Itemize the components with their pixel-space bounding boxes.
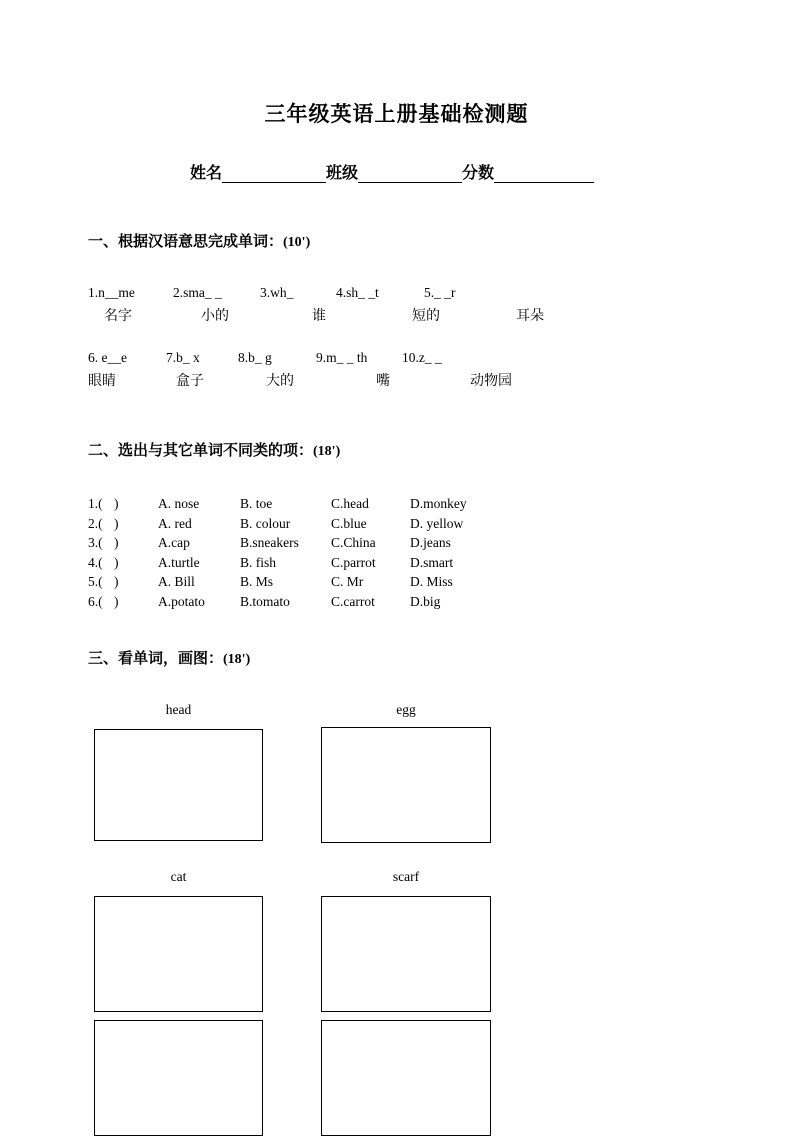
fill-hint-5: 耳朵 xyxy=(516,308,544,324)
mc-6-option-b[interactable]: B.tomato xyxy=(240,593,290,609)
mc-1-option-c[interactable]: C.head xyxy=(331,496,369,511)
mc-6-answer-slot[interactable]: ) xyxy=(114,593,119,609)
section-1-row-2 xyxy=(88,348,518,394)
fill-word-9[interactable]: 9.m_ _ th xyxy=(316,350,368,365)
section-3-points: (18') xyxy=(223,652,251,667)
mc-5-number: 5.( xyxy=(88,574,103,589)
mc-6-option-d[interactable]: D.big xyxy=(410,593,441,609)
section-3-title: 三、看单词，画图： xyxy=(88,649,224,667)
mc-question-row xyxy=(88,533,508,553)
fill-word-6[interactable]: 6. e__e xyxy=(88,350,127,365)
fill-word-4[interactable]: 4.sh_ _t xyxy=(336,285,379,300)
fill-hint-3: 谁 xyxy=(312,308,326,324)
fill-hint-6: 眼睛 xyxy=(88,373,116,389)
section-1-points: (10') xyxy=(283,235,311,250)
draw-box-row3-left[interactable] xyxy=(94,1020,263,1136)
section-1-row-1-hints xyxy=(88,303,544,329)
mc-4-option-d[interactable]: D.smart xyxy=(410,554,454,570)
mc-4-number: 4.( xyxy=(88,554,103,570)
mc-question-row xyxy=(88,514,508,534)
name-input-rule[interactable] xyxy=(222,167,326,183)
name-label: 姓名 xyxy=(190,163,223,182)
mc-2-number: 2.( xyxy=(88,515,103,531)
mc-6-option-c[interactable]: C.carrot xyxy=(331,593,375,609)
section-1-row-2-words xyxy=(88,348,518,368)
mc-5-answer-slot[interactable]: ) xyxy=(114,574,119,589)
fill-word-3[interactable]: 3.wh_ xyxy=(260,285,294,300)
fill-hint-1: 名字 xyxy=(104,308,132,324)
mc-question-row xyxy=(88,553,508,573)
fill-word-8[interactable]: 8.b_ g xyxy=(238,350,272,365)
mc-3-answer-slot[interactable]: ) xyxy=(114,535,119,550)
mc-question-row xyxy=(88,494,508,514)
mc-5-option-b[interactable]: B. Ms xyxy=(240,574,274,589)
section-2-points: (18') xyxy=(313,444,341,459)
mc-2-option-c[interactable]: C.blue xyxy=(331,515,367,531)
section-2-question-list xyxy=(88,494,508,611)
section-1-title: 一、根据汉语意思完成单词： xyxy=(88,232,284,250)
fill-hint-4: 短的 xyxy=(412,308,440,324)
mc-1-option-d[interactable]: D.monkey xyxy=(410,496,467,511)
mc-3-option-d[interactable]: D.jeans xyxy=(410,535,451,550)
fill-word-2[interactable]: 2.sma_ _ xyxy=(173,285,222,300)
draw-label-egg: egg xyxy=(396,702,416,717)
mc-3-number: 3.( xyxy=(88,535,103,550)
fill-word-5[interactable]: 5._ _r xyxy=(424,285,456,300)
mc-2-option-d[interactable]: D. yellow xyxy=(410,515,464,531)
draw-label-scarf: scarf xyxy=(392,869,420,884)
mc-2-option-b[interactable]: B. colour xyxy=(240,515,291,531)
score-label: 分数 xyxy=(462,163,495,182)
mc-5-option-d[interactable]: D. Miss xyxy=(410,574,453,589)
draw-box-scarf[interactable] xyxy=(321,896,491,1012)
mc-3-option-b[interactable]: B.sneakers xyxy=(240,535,299,550)
mc-2-option-a[interactable]: A. red xyxy=(158,515,192,531)
mc-4-answer-slot[interactable]: ) xyxy=(114,554,119,570)
draw-label-head: head xyxy=(165,702,192,717)
mc-5-option-c[interactable]: C. Mr xyxy=(331,574,364,589)
draw-box-head[interactable] xyxy=(94,729,263,841)
section-1-row-1-words xyxy=(88,283,518,303)
mc-6-number: 6.( xyxy=(88,593,103,609)
draw-box-egg[interactable] xyxy=(321,727,491,843)
section-2-title: 二、选出与其它单词不同类的项： xyxy=(88,441,314,459)
mc-1-option-b[interactable]: B. toe xyxy=(240,496,273,511)
fill-word-1[interactable]: 1.n__me xyxy=(88,285,135,300)
mc-1-answer-slot[interactable]: ) xyxy=(114,496,119,511)
mc-2-answer-slot[interactable]: ) xyxy=(114,515,119,531)
class-input-rule[interactable] xyxy=(358,167,462,183)
fill-word-10[interactable]: 10.z_ _ xyxy=(402,350,442,365)
score-input-rule[interactable] xyxy=(494,167,594,183)
mc-3-option-a[interactable]: A.cap xyxy=(158,535,190,550)
mc-4-option-c[interactable]: C.parrot xyxy=(331,554,376,570)
mc-5-option-a[interactable]: A. Bill xyxy=(158,574,195,589)
fill-hint-7: 盒子 xyxy=(176,373,204,389)
fill-hint-8: 大的 xyxy=(266,373,294,389)
mc-question-row xyxy=(88,572,508,592)
draw-box-row3-right[interactable] xyxy=(321,1020,491,1136)
mc-question-row xyxy=(88,592,508,612)
section-2-heading xyxy=(88,439,340,460)
fill-hint-10: 动物园 xyxy=(470,373,512,389)
section-1-row-1 xyxy=(88,283,544,329)
fill-word-7[interactable]: 7.b_ x xyxy=(166,350,200,365)
fill-hint-2: 小的 xyxy=(201,308,229,324)
mc-4-option-b[interactable]: B. fish xyxy=(240,554,277,570)
page-title: 三年级英语上册基础检测题 xyxy=(264,102,529,126)
mc-4-option-a[interactable]: A.turtle xyxy=(158,554,200,570)
draw-label-cat: cat xyxy=(170,869,187,884)
mc-3-option-c[interactable]: C.China xyxy=(331,535,376,550)
section-1-heading xyxy=(88,230,310,251)
section-3-heading xyxy=(88,647,250,668)
draw-box-cat[interactable] xyxy=(94,896,263,1012)
class-label: 班级 xyxy=(326,163,359,182)
section-1-row-2-hints xyxy=(88,368,518,394)
mc-1-option-a[interactable]: A. nose xyxy=(158,496,200,511)
mc-6-option-a[interactable]: A.potato xyxy=(158,593,205,609)
student-info-line xyxy=(190,160,620,183)
fill-hint-9: 嘴 xyxy=(376,373,390,389)
mc-1-number: 1.( xyxy=(88,496,103,511)
